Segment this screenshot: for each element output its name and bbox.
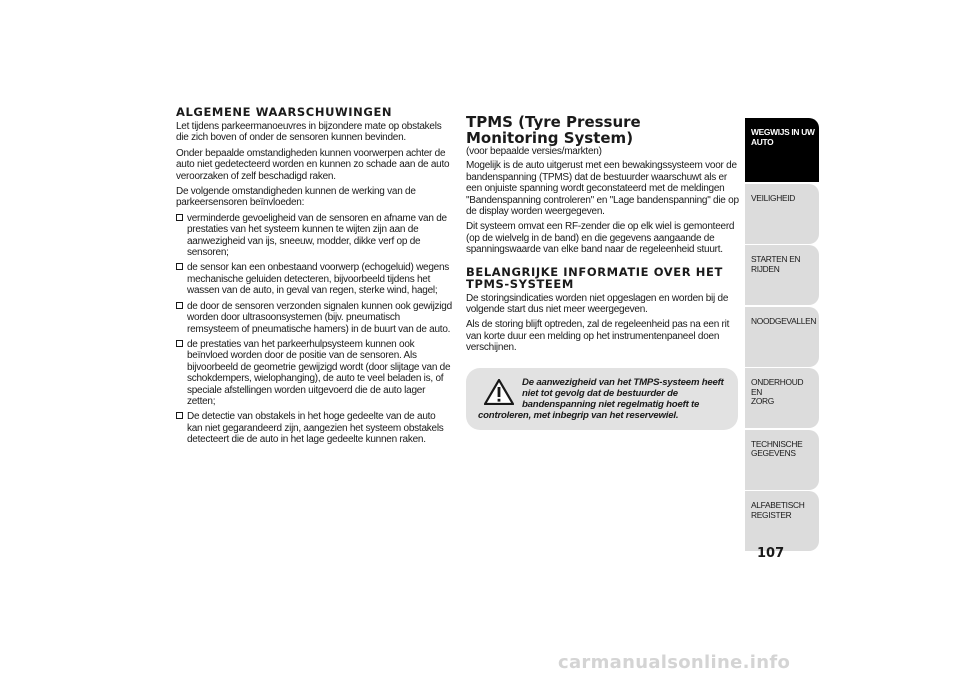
list-item: verminderde gevoeligheid van de sensoren en afname van de prestaties van het systeem kunnen te wijten zijn aan de aanwezigheid van ijs, sneeuw, modder, dikke verf op de sensoren;	[176, 213, 452, 259]
list-item: De detectie van obstakels in het hoge gedeelte van de auto kan niet gegarandeerd zijn, aangezien het systeem obstakels detecteert die de auto in het lage gedeelte kunnen raken.	[176, 411, 452, 445]
list-item: de sensor kan een onbestaand voorwerp (echogeluid) wegens mechanische geluiden detecteren, bijvoorbeeld tijdens het wassen van de auto, in geval van regen, sterke wind, hagel;	[176, 262, 452, 296]
checkbox-bullet-icon	[176, 412, 183, 419]
chapter-tabs	[745, 118, 819, 553]
tab-wegwijs-in-uw-auto[interactable]: WEGWIJS IN UW AUTO	[745, 118, 819, 182]
tab-alfabetisch-register[interactable]: ALFABETISCH REGISTER	[745, 491, 819, 551]
tpms-subtitle: (voor bepaalde versies/markten)	[466, 146, 602, 157]
tab-noodgevallen[interactable]: NOODGEVALLEN	[745, 307, 819, 367]
warning-triangle-icon	[484, 379, 514, 405]
page-number: 107	[757, 546, 785, 561]
paragraph: Onder bepaalde omstandigheden kunnen voorwerpen achter de auto niet gedetecteerd worden en kunnen zo schade aan de auto veroorzaken of zelf beschadigd raken.	[176, 147, 450, 182]
tab-starten-en-rijden[interactable]: STARTEN EN RIJDEN	[745, 245, 819, 305]
tpms-title: TPMS (Tyre Pressure Monitoring System)	[466, 113, 641, 147]
paragraph: Let tijdens parkeermanoeuvres in bijzondere mate op obstakels die zich boven of onder de sensoren kunnen bevinden.	[176, 121, 442, 144]
checkbox-bullet-icon	[176, 214, 183, 221]
checkbox-bullet-icon	[176, 340, 183, 347]
paragraph: De volgende omstandigheden kunnen de werking van de parkeersensoren beïnvloeden:	[176, 186, 416, 209]
tab-technische-gegevens[interactable]: TECHNISCHE GEGEVENS	[745, 430, 819, 490]
right-column	[466, 106, 742, 430]
paragraph: Mogelijk is de auto uitgerust met een bewakingssysteem voor de bandenspanning (TPMS) dat de bestuurder waarschuwt als er een onjuiste spanning wordt geconstateerd met de meldingen "Bandenspanning controleren" en "Lage bandenspanning" die op de display worden weergegeven.	[466, 160, 739, 218]
checkbox-bullet-icon	[176, 302, 183, 309]
warning-text: De aanwezigheid van het TMPS-systeem heeft niet tot gevolg dat de bestuurder de bandenspanning niet regelmatig hoeft te controleren, met inbegrip van het reservewiel.	[478, 376, 724, 421]
warning-box	[466, 368, 738, 430]
list-item: de prestaties van het parkeerhulpsysteem kunnen ook beïnvloed worden door de positie van de sensoren. Als bijvoorbeeld de geometrie gewijzigd wordt (door slijtage van de schokdempers, wielophanging), de auto te veel beladen is, of speciale afstellingen worden uitgevoerd die de auto lager zetten;	[176, 339, 452, 407]
checkbox-bullet-icon	[176, 263, 183, 270]
list-item: de door de sensoren verzonden signalen kunnen ook gewijzigd worden door ultrasoonsystemen (bijv. pneumatisch remsysteem of pneumatische hamers) in de buurt van de auto.	[176, 301, 452, 335]
tab-veiligheid[interactable]: VEILIGHEID	[745, 184, 819, 244]
general-warnings-heading: ALGEMENE WAARSCHUWINGEN	[176, 105, 393, 119]
conditions-list	[176, 213, 452, 446]
paragraph: Als de storing blijft optreden, zal de regeleenheid pas na een rit van korte duur een melding op het instrumentenpaneel doen verschijnen.	[466, 319, 730, 354]
watermark: carmanualsonline.info	[558, 652, 791, 673]
tab-onderhoud-en-zorg[interactable]: ONDERHOUD EN ZORG	[745, 368, 819, 428]
paragraph: Dit systeem omvat een RF-zender die op elk wiel is gemonteerd (op de wielvelg in de band) en die gegevens aangaande de spanningswaarde van elke band naar de regeleenheid stuurt.	[466, 221, 735, 256]
paragraph: De storingsindicaties worden niet opgeslagen en worden bij de volgende start dus niet meer weergegeven.	[466, 292, 729, 316]
important-info-heading: BELANGRIJKE INFORMATIE OVER HET TPMS-SYSTEEM	[466, 264, 723, 291]
left-column	[176, 106, 452, 450]
